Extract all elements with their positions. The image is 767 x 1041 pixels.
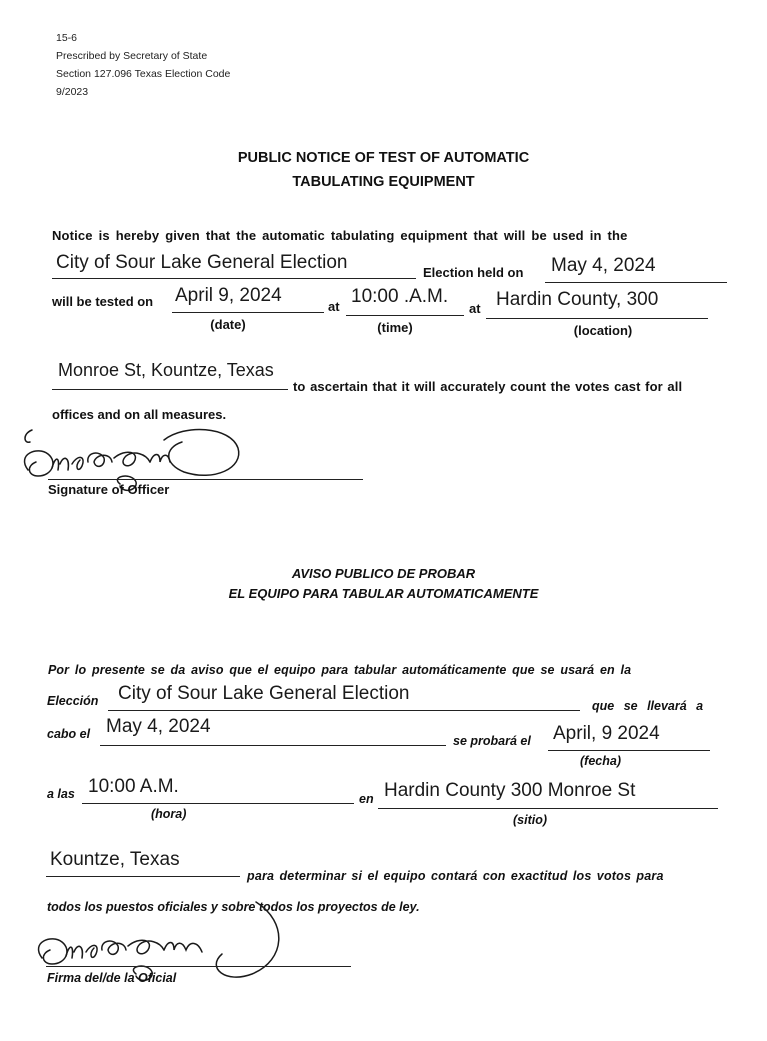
spanish-eleccion: Elección <box>47 694 99 708</box>
spanish-paragraph-last: todos los puestos oficiales y sobre todos los proyectos de ley. <box>47 900 420 914</box>
spanish-test-date-line <box>548 750 710 751</box>
english-test-time: 10:00 .A.M. <box>351 286 449 307</box>
form-code: 15-6 <box>56 32 78 44</box>
spanish-location-part2-line <box>46 876 240 877</box>
spanish-test-time: 10:00 A.M. <box>88 776 179 797</box>
english-title-line2: TABULATING EQUIPMENT <box>292 174 475 190</box>
english-caption-time: (time) <box>377 320 413 335</box>
spanish-election-date-line <box>100 745 446 746</box>
spanish-signature-label: Firma del/de la Oficial <box>47 971 177 985</box>
spanish-se-probara-el: se probará el <box>453 734 531 748</box>
spanish-location-part1: Hardin County 300 Monroe St <box>384 780 636 801</box>
spanish-test-time-line <box>82 803 354 804</box>
form-date: 9/2023 <box>56 86 89 98</box>
spanish-a-las: a las <box>47 787 75 801</box>
english-caption-date: (date) <box>210 317 246 332</box>
spanish-caption-fecha: (fecha) <box>580 754 621 768</box>
spanish-en: en <box>359 792 374 806</box>
english-election-name-line <box>52 278 416 279</box>
spanish-que-se-llevara: que se llevará a <box>592 699 704 713</box>
english-election-date: May 4, 2024 <box>551 255 656 276</box>
english-at-2: at <box>469 301 481 316</box>
english-election-name: City of Sour Lake General Election <box>56 252 348 273</box>
english-election-date-line <box>545 282 727 283</box>
english-location-part2-line <box>52 389 288 390</box>
english-paragraph-line1: Notice is hereby given that the automatic tabulating equipment that will be used in the <box>52 228 628 243</box>
english-signature-label: Signature of Officer <box>48 482 170 497</box>
form-section: Section 127.096 Texas Election Code <box>56 68 231 80</box>
spanish-test-date: April, 9 2024 <box>553 723 660 744</box>
spanish-cabo-el: cabo el <box>47 727 91 741</box>
english-at-1: at <box>328 299 340 314</box>
spanish-election-date: May 4, 2024 <box>106 716 211 737</box>
spanish-election-name-line <box>108 710 580 711</box>
spanish-location-line <box>378 808 718 809</box>
english-location-part2: Monroe St, Kountze, Texas <box>58 360 274 380</box>
form-prescribed: Prescribed by Secretary of State <box>56 50 208 62</box>
english-location-line <box>486 318 708 319</box>
english-paragraph-line4: offices and on all measures. <box>52 407 227 422</box>
spanish-signature-line <box>46 966 351 967</box>
english-title-line1: PUBLIC NOTICE OF TEST OF AUTOMATIC <box>237 150 530 166</box>
english-election-held-on: Election held on <box>423 265 524 280</box>
english-test-date-line <box>172 312 324 313</box>
spanish-paragraph-line1: Por lo presente se da aviso que el equipo para tabular automáticamente que se usará en la <box>48 663 632 677</box>
english-paragraph-line3: to ascertain that it will accurately count the votes cast for all <box>293 379 683 394</box>
english-caption-location: (location) <box>573 323 633 338</box>
english-location-part1: Hardin County, 300 <box>496 289 659 310</box>
spanish-election-name: City of Sour Lake General Election <box>118 683 410 704</box>
spanish-paragraph-para-determinar: para determinar si el equipo contará con exactitud los votos para <box>247 869 664 883</box>
spanish-caption-sitio: (sitio) <box>513 813 548 827</box>
spanish-location-part2: Kountze, Texas <box>50 849 180 870</box>
spanish-title-line1: AVISO PUBLICO DE PROBAR <box>291 566 476 581</box>
spanish-caption-hora: (hora) <box>151 807 187 821</box>
english-will-be-tested-on: will be tested on <box>52 294 154 309</box>
english-test-time-line <box>346 315 464 316</box>
spanish-title-line2: EL EQUIPO PARA TABULAR AUTOMATICAMENTE <box>228 586 539 601</box>
english-signature-line <box>48 479 363 480</box>
english-test-date: April 9, 2024 <box>175 285 282 306</box>
